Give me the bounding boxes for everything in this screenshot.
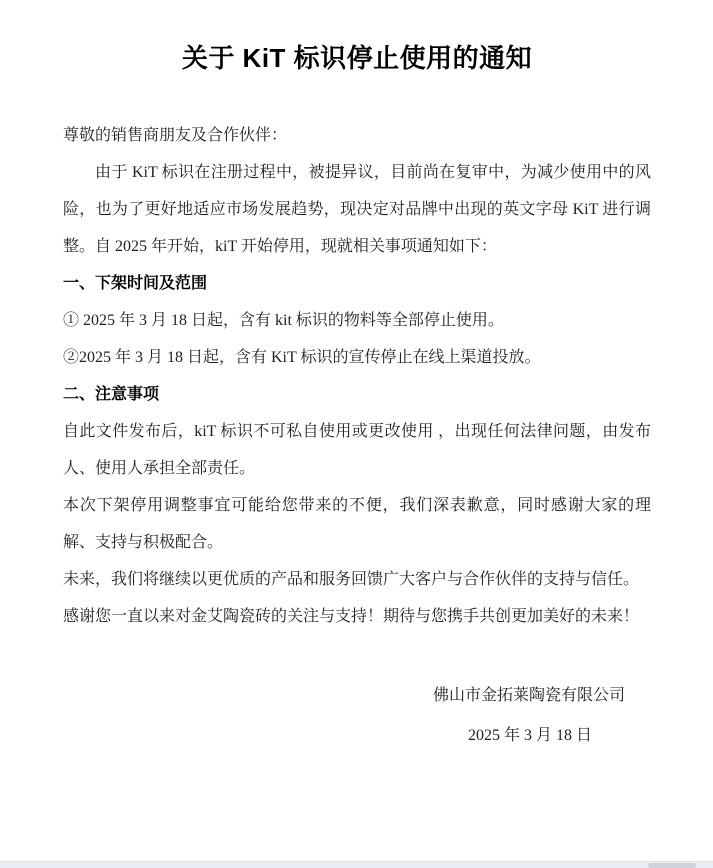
section-1-item-2: ②2025 年 3 月 18 日起，含有 KiT 标识的宣传停止在线上渠道投放。 [63, 349, 541, 366]
section-2-paragraph-4: 感谢您一直以来对金艾陶瓷砖的关注与支持！期待与您携手共创更加美好的未来！ [63, 608, 640, 625]
section-1-item-1: ① 2025 年 3 月 18 日起，含有 kit 标识的物料等全部停止使用。 [63, 312, 504, 329]
section-2-paragraph-2: 本次下架停用调整事宜可能给您带来的不便，我们深表歉意，同时感谢大家的理解、支持与积极配合。 [63, 497, 651, 551]
section-1-heading: 一、下架时间及范围 [63, 275, 208, 292]
section-2-heading: 二、注意事项 [63, 386, 160, 403]
signature-block [63, 677, 651, 754]
section-2-paragraph-1: 自此文件发布后，kiT 标识不可私自使用或更改使用 ，出现任何法律问题，由发布人、使用人承担全部责任。 [63, 423, 651, 477]
salutation: 尊敬的销售商朋友及合作伙伴： [63, 127, 288, 144]
horizontal-scrollbar[interactable] [0, 861, 713, 868]
horizontal-scrollbar-thumb[interactable] [648, 863, 696, 868]
section-2-paragraph-3: 未来，我们将继续以更优质的产品和服务回馈广大客户与合作伙伴的支持与信任。 [63, 571, 640, 588]
document-title: 关于 KiT 标识停止使用的通知 [181, 43, 533, 73]
signature-company: 佛山市金拓莱陶瓷有限公司 [432, 687, 625, 704]
signature-date: 2025 年 3 月 18 日 [467, 727, 592, 744]
intro-paragraph: 由于 KiT 标识在注册过程中，被提异议，目前尚在复审中，为减少使用中的风险，也为了更好地适应市场发展趋势，现决定对品牌中出现的英文字母 KiT 进行调整。自 2025 年开始，kiT 开始停用，现就相关事项通知如下： [63, 164, 651, 255]
